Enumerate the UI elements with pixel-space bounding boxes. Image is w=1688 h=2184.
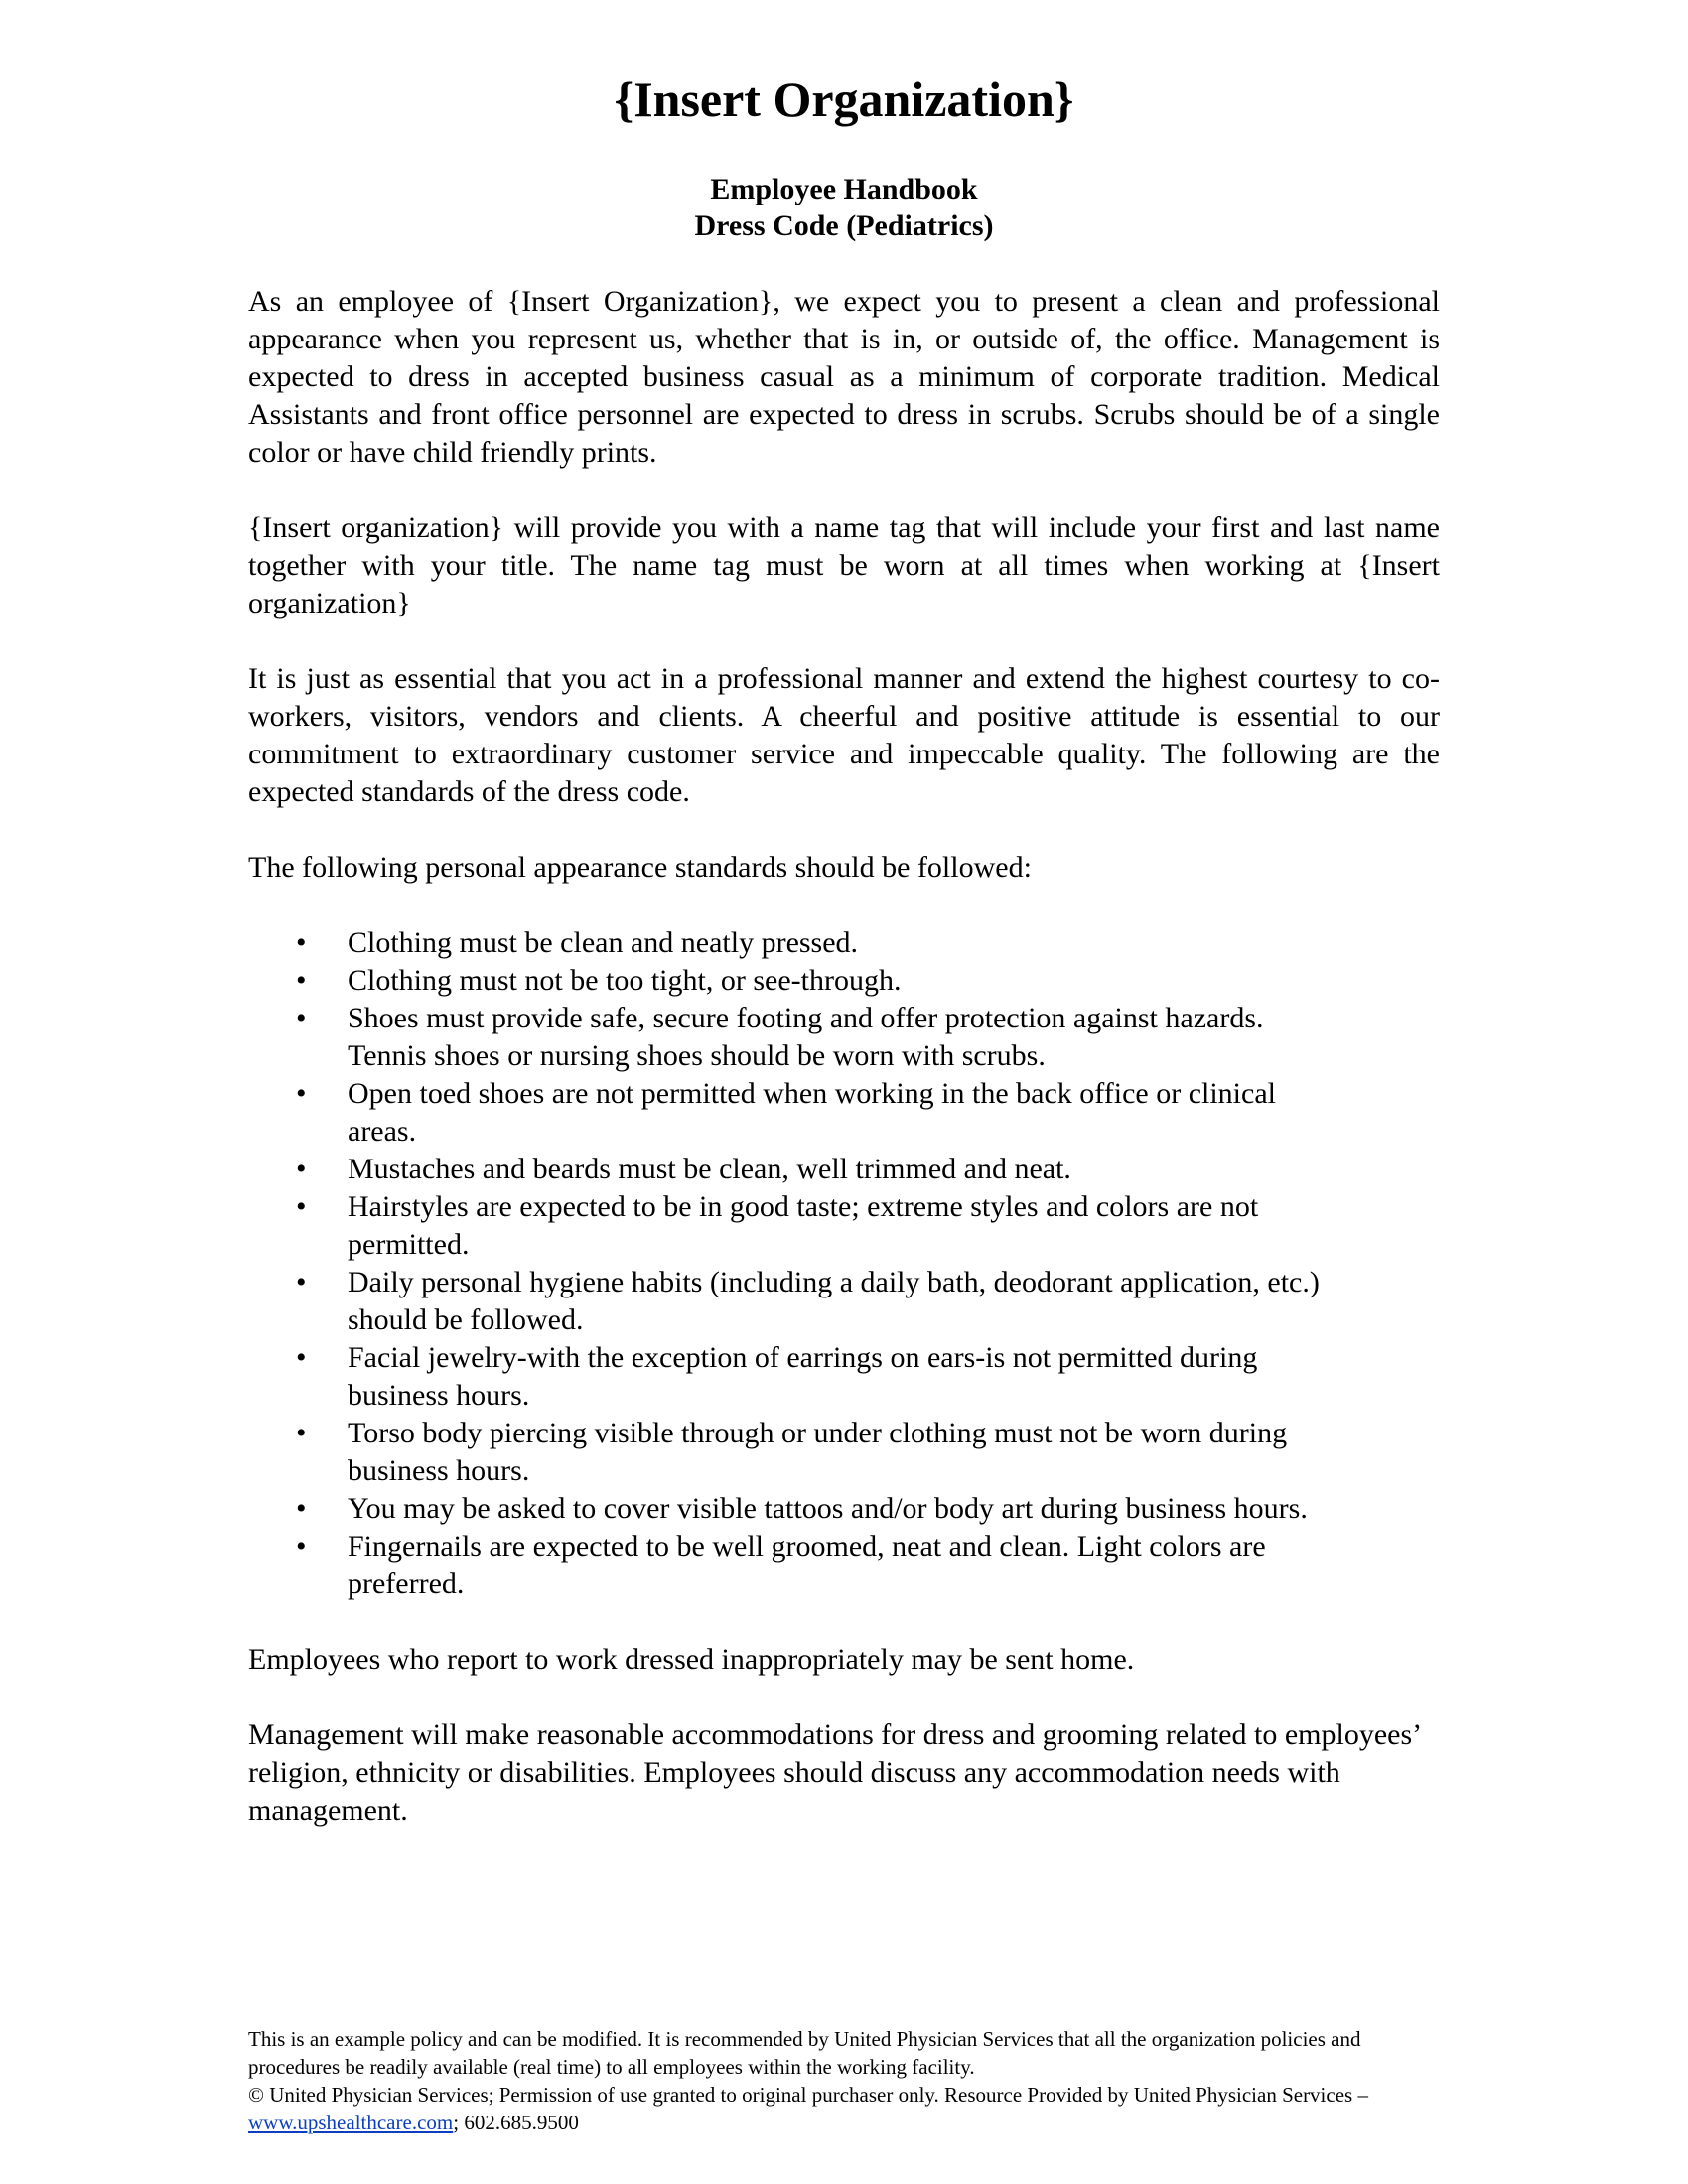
bullet-icon: • bbox=[296, 1341, 307, 1374]
list-item bbox=[248, 1075, 1340, 1151]
appearance-standards-list bbox=[248, 924, 1440, 1603]
bullet-icon: • bbox=[296, 1002, 307, 1034]
list-item bbox=[248, 1151, 1340, 1188]
conduct-paragraph: It is just as essential that you act in a professional manner and extend the highest courtesy to co-workers, visitors, vendors and clients. A cheerful and positive attitude is essential to our commitment to extraordinary customer service and impeccable quality. The following are the expected standards of the dress code. bbox=[248, 662, 1440, 808]
list-item bbox=[248, 1188, 1340, 1264]
list-item-text: Hairstyles are expected to be in good taste; extreme styles and colors are not permitted. bbox=[348, 1190, 1259, 1261]
bullet-icon: • bbox=[296, 1077, 307, 1110]
list-item-text: Clothing must not be too tight, or see-through. bbox=[348, 964, 902, 997]
list-item-text: Open toed shoes are not permitted when working in the back office or clinical areas. bbox=[348, 1077, 1276, 1148]
list-item bbox=[248, 1264, 1340, 1339]
list-item-text: Facial jewelry-with the exception of earrings on ears-is not permitted during business hours. bbox=[348, 1341, 1258, 1412]
list-item bbox=[248, 1490, 1340, 1528]
policy-title: Dress Code (Pediatrics) bbox=[694, 209, 994, 242]
page-footer bbox=[248, 2025, 1440, 2136]
footer-copyright-text: © United Physician Services; Permission of use granted to original purchaser only. Resource Provided by United Physician Services – bbox=[248, 2083, 1368, 2107]
bullet-icon: • bbox=[296, 964, 307, 997]
website-link[interactable]: www.upshealthcare.com bbox=[248, 2111, 454, 2134]
list-item bbox=[248, 1415, 1340, 1490]
list-item-text: Daily personal hygiene habits (including a daily bath, deodorant application, etc.) should be followed. bbox=[348, 1266, 1320, 1336]
list-item-text: Torso body piercing visible through or under clothing must not be worn during business hours. bbox=[348, 1417, 1288, 1487]
footer-disclaimer: This is an example policy and can be modified. It is recommended by United Physician Services that all the organization policies and procedures be readily available (real time) to all employees within the working facility. bbox=[248, 2027, 1361, 2079]
list-item-text: Shoes must provide safe, secure footing and offer protection against hazards. Tennis shoes or nursing shoes should be worn with scrubs. bbox=[348, 1002, 1264, 1072]
list-item-text: Mustaches and beards must be clean, well trimmed and neat. bbox=[348, 1153, 1071, 1185]
intro-paragraph: As an employee of {Insert Organization}, we expect you to present a clean and professional appearance when you represent us, whether that is in, or outside of, the office. Management is expected to dress in accepted business casual as a minimum of corporate tradition. Medical Assistants and front office personnel are expected to dress in scrubs. Scrubs should be of a single color or have child friendly prints. bbox=[248, 285, 1440, 469]
inappropriate-dress-paragraph: Employees who report to work dressed inappropriately may be sent home. bbox=[248, 1643, 1135, 1676]
bullet-icon: • bbox=[296, 1153, 307, 1185]
bullet-icon: • bbox=[296, 1530, 307, 1563]
list-item bbox=[248, 1339, 1340, 1415]
name-tag-paragraph: {Insert organization} will provide you with a name tag that will include your first and last name together with your title. The name tag must be worn at all times when working at {Insert organization} bbox=[248, 511, 1440, 619]
footer-copyright bbox=[248, 2081, 1440, 2136]
footer-phone: ; 602.685.9500 bbox=[453, 2111, 579, 2134]
bullet-icon: • bbox=[296, 926, 307, 959]
handbook-subtitle bbox=[0, 171, 1688, 244]
bullet-icon: • bbox=[296, 1417, 307, 1449]
bullet-icon: • bbox=[296, 1492, 307, 1525]
bullet-icon: • bbox=[296, 1190, 307, 1223]
list-item-text: You may be asked to cover visible tattoos and/or body art during business hours. bbox=[348, 1492, 1308, 1525]
bullet-icon: • bbox=[296, 1266, 307, 1298]
handbook-label: Employee Handbook bbox=[710, 173, 978, 205]
accommodation-paragraph: Management will make reasonable accommodations for dress and grooming related to employees’ religion, ethnicity or disabilities. Employees should discuss any accommodation needs with management. bbox=[248, 1718, 1420, 1827]
list-item bbox=[248, 1528, 1340, 1603]
organization-title: {Insert Organization} bbox=[614, 71, 1074, 127]
list-item bbox=[248, 924, 1340, 962]
list-item-text: Clothing must be clean and neatly pressed. bbox=[348, 926, 859, 959]
list-item bbox=[248, 962, 1340, 1000]
list-item-text: Fingernails are expected to be well groomed, neat and clean. Light colors are preferred. bbox=[348, 1530, 1266, 1600]
standards-intro: The following personal appearance standards should be followed: bbox=[248, 851, 1032, 884]
document-body bbox=[248, 283, 1440, 1867]
list-item bbox=[248, 1000, 1340, 1075]
